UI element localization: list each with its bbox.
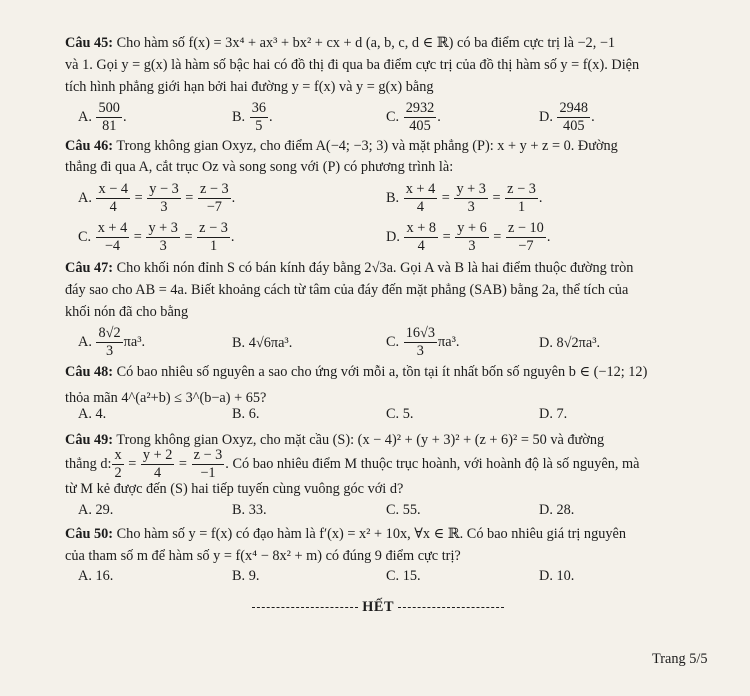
q47-line-2: đáy sao cho AB = 4a. Biết khoảng cách từ tâm của đáy đến mặt phẳng (SAB) bằng 2a, thể tích của (65, 282, 629, 298)
q46-label: Câu 46: (65, 138, 114, 154)
q50-option-a: A. 16. (78, 568, 114, 584)
q49-label: Câu 49: (65, 432, 114, 448)
q45-option-c: C. $\frac{2932}{405}$ . (386, 100, 441, 134)
end-text: HẾT (362, 599, 394, 615)
q50-option-d: D. 10. (539, 568, 575, 584)
q49-option-c: C. 55. (386, 502, 421, 518)
q49-option-b: B. 33. (232, 502, 267, 518)
q47-line-1: Câu 47: Cho khối nón đỉnh S có bán kính đáy bằng 2√3a. Gọi A và B là hai điểm thuộc đường tròn (65, 260, 634, 276)
q47-label: Câu 47: (65, 260, 114, 276)
q48-option-b: B. 6. (232, 406, 260, 422)
q47-option-d: D. 8√2πa³. (539, 335, 601, 351)
q45-line-2: và 1. Gọi y = g(x) là hàm số bậc hai có đồ thị đi qua ba điểm cực trị của đồ thị hàm số y = f(x). Diện (65, 57, 640, 73)
end-marker (244, 599, 512, 616)
q49-line-3: từ M kẻ được đến (S) hai tiếp tuyến cùng vuông góc với d? (65, 481, 404, 497)
end-dash-right (398, 607, 504, 608)
q50-line-2: của tham số m để hàm số y = f(x⁴ − 8x² + m) có đúng 9 điểm cực trị? (65, 548, 461, 564)
q45-line-1 (65, 33, 615, 53)
q49-line-1: Câu 49: Trong không gian Oxyz, cho mặt cầu (S): (x − 4)² + (y + 3)² + (z + 6)² = 50 và đường (65, 432, 605, 448)
q50-option-b: B. 9. (232, 568, 260, 584)
q49-option-d: D. 28. (539, 502, 575, 518)
q46-option-d: D. $\frac{x + 8}{4}$ = $\frac{y + 6}{3}$ = $\frac{z - 10}{-7}$ . (386, 220, 551, 254)
q48-line-1: Câu 48: Có bao nhiêu số nguyên a sao cho ứng với mỗi a, tồn tại ít nhất bốn số nguyên b ∈ (−12; 12) (65, 364, 648, 380)
q46-option-a: A. $\frac{x - 4}{4}$ = $\frac{y - 3}{3}$ = $\frac{z - 3}{-7}$ . (78, 181, 236, 215)
end-dash-left (252, 607, 358, 608)
q46-option-b: B. $\frac{x + 4}{4}$ = $\frac{y + 3}{3}$ = $\frac{z - 3}{1}$ . (386, 181, 543, 215)
q50-label: Câu 50: (65, 526, 114, 542)
q45-line-3: tích hình phẳng giới hạn bởi hai đường y = f(x) và y = g(x) bằng (65, 79, 434, 95)
q45-option-a: A. $\frac{500}{81}$ . (78, 100, 127, 134)
q48-option-d: D. 7. (539, 406, 568, 422)
q45-option-b: B. $\frac{36}{5}$ . (232, 100, 273, 134)
page-number: Trang 5/5 (652, 651, 708, 667)
q46-line-2: thẳng đi qua A, cắt trục Oz và song song với (P) có phương trình là: (65, 159, 454, 175)
q45-label: Câu 45: (65, 35, 114, 51)
q46-line-1: Câu 46: Trong không gian Oxyz, cho điểm A(−4; −3; 3) và mặt phẳng (P): x + y + z = 0. Đường (65, 138, 618, 154)
q45-text-1: Cho hàm số f(x) = 3x⁴ + ax³ + bx² + cx + d (a, b, c, d ∈ ℝ) có ba điểm cực trị là −2, −1 (116, 35, 616, 51)
q48-option-c: C. 5. (386, 406, 414, 422)
q47-option-b: B. 4√6πa³. (232, 335, 293, 351)
q47-line-3: khối nón đã cho bằng (65, 304, 189, 320)
q48-option-a: A. 4. (78, 406, 107, 422)
q50-line-1: Câu 50: Cho hàm số y = f(x) có đạo hàm là f′(x) = x² + 10x, ∀x ∈ ℝ. Có bao nhiêu giá trị nguyên (65, 526, 627, 542)
q48-label: Câu 48: (65, 364, 114, 380)
q47-option-c: C. $\frac{16√3}{3}$ πa³. (386, 325, 460, 359)
q46-option-c: C. $\frac{x + 4}{-4}$ = $\frac{y + 3}{3}$ = $\frac{z - 3}{1}$ . (78, 220, 235, 254)
q45-option-d: D. $\frac{2948}{405}$ . (539, 100, 595, 134)
q49-option-a: A. 29. (78, 502, 114, 518)
q50-option-c: C. 15. (386, 568, 421, 584)
q47-option-a: A. $\frac{8√2}{3}$ πa³. (78, 325, 146, 359)
q48-line-2: thỏa mãn 4^(a²+b) ≤ 3^(b−a) + 65? (65, 390, 267, 406)
q49-line-2: thẳng d: $\frac{x}{2}$ = $\frac{y + 2}{4}$ = $\frac{z - 3}{-1}$ . Có bao nhiêu điểm M thuộc trục hoành, với hoành độ là số nguyên, mà (65, 447, 640, 481)
